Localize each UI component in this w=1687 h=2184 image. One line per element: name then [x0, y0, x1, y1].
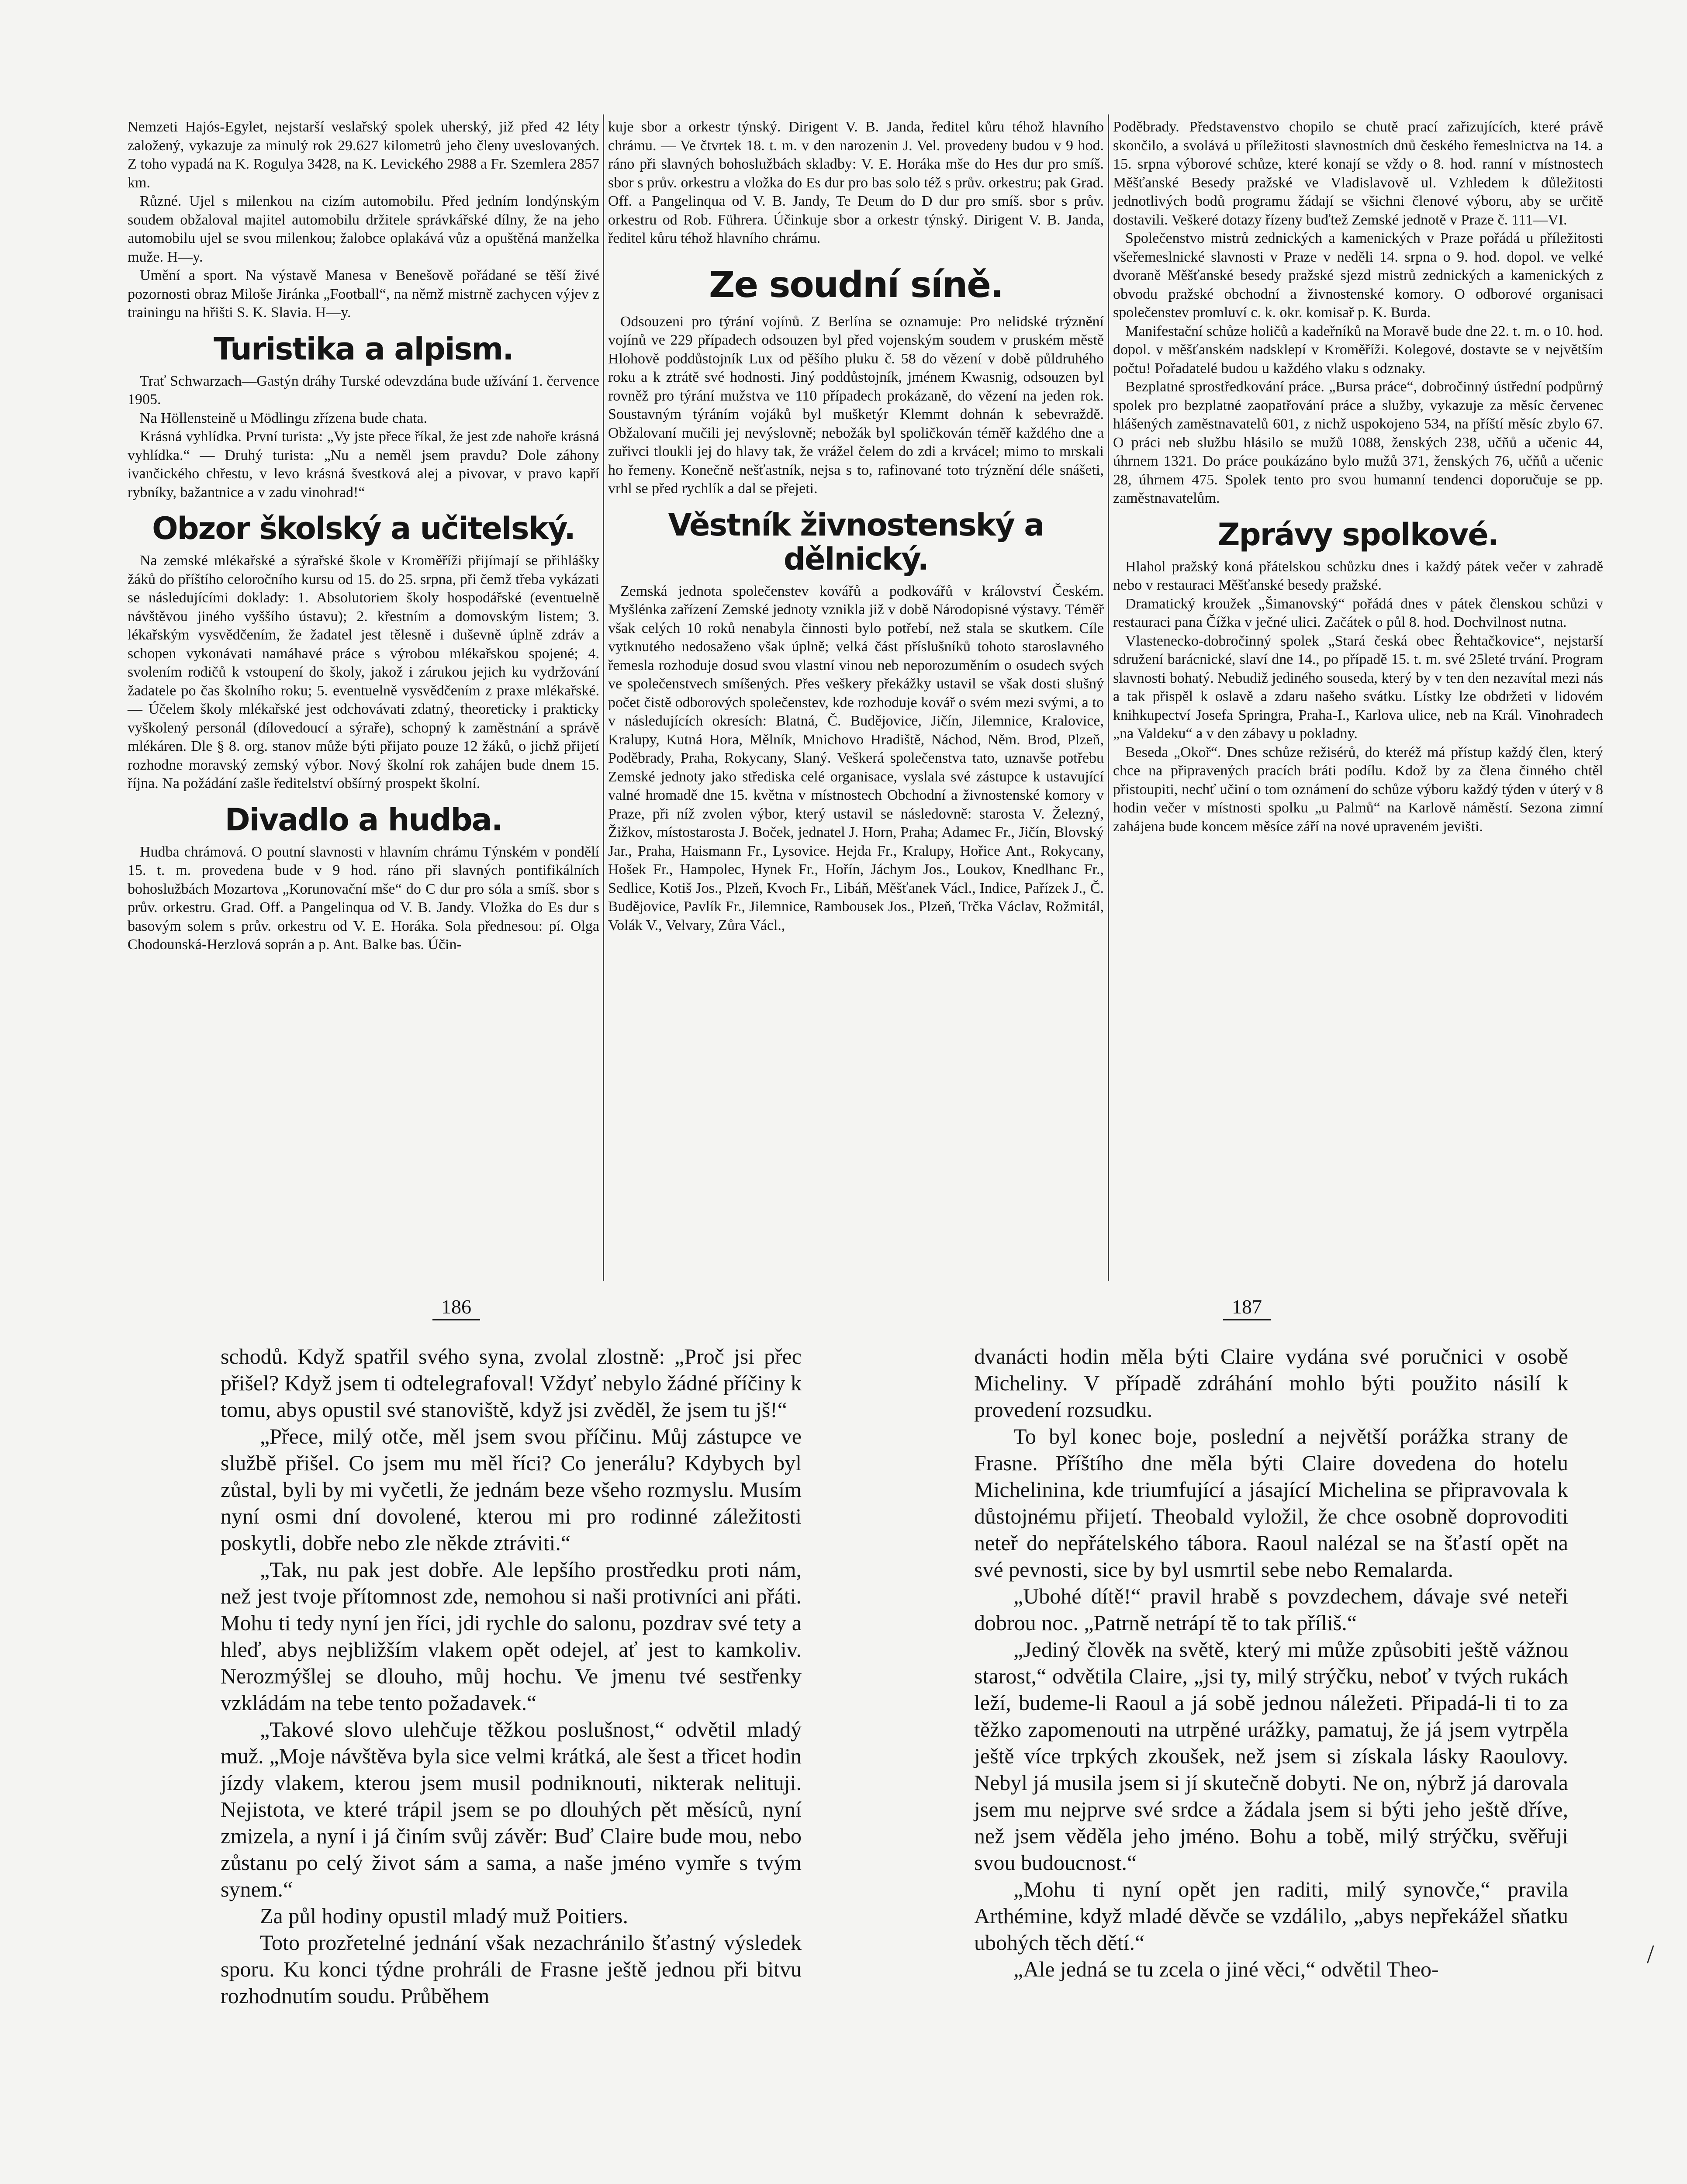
novel-paragraph: Toto prozřetelné jednání však nezachránilo šťastný výsledek sporu. Ku konci týdne prohráli de Frasne ještě jednou při bitvu rozhodnutím soudu. Průběhem [221, 1930, 802, 2008]
section-heading-trade-labour: Věstník živnostenský a dělnický. [668, 507, 1044, 577]
novel-paragraph: „Tak, nu pak jest dobře. Ale lepšího prostředku proti nám, než jest tvoje přítomnost zde, nemohou si naši protivníci ani přáti. Mohu ti tedy nyní jen říci, jdi rychle do salonu, pozdrav své tety a hleď, abys nejbližším vlakem opět odejel, ať jest to kamkoliv. Nerozmýšlej se dlouho, můj hochu. Ve jmenu tvé sestřenky vzkládám na tebe tento požadavek.“ [221, 1557, 802, 1715]
article-masons-guild: Společenstvo mistrů zednických a kamenických v Praze pořádá u příležitosti všeřemeslnické slavnosti v Praze v neděli 14. srpna o 9. hod. dopol. ve velké dvoraně Měšťanské besedy pražské sjezd mistrů zednických a kamenických z obvodu pražské obchodní a živnostenské komory. O odborové organisaci společenstev promluví c. k. okr. komisař p. K. Burda. [1113, 230, 1603, 321]
article-church-music: Hudba chrámová. O poutní slavnosti v hlavním chrámu Týnském v pondělí 15. t. m. provedena bude v 9 hod. ráno při slavných pontifikálních bohoslužbách Mozartova „Korunovační mše“ do C dur pro sóla a smíš. sbor s prův. orkestru. Grad. Off. a Pangelinqua od V. B. Jandy. Vložka do Es dur s basovým solem s prův. orkestru od V. E. Horáka. Sola přednesou: pí. Olga Chodounská-Herzlová soprán a p. Ant. Balke bas. Účin- [128, 843, 599, 953]
novel-paragraph: „Ale jedná se tu zcela o jiné věci,“ odvětil Theo- [1013, 1957, 1439, 1981]
page-number-right: 187 [1223, 1295, 1271, 1320]
column-right [1113, 118, 1603, 836]
novel-column-right [974, 1343, 1568, 1983]
section-heading-school: Obzor školský a učitelský. [152, 511, 575, 546]
article-soldiers-abuse: Odsouzeni pro týrání vojínů. Z Berlína se oznamuje: Pro nelidské trýznění vojínů ve 229 případech odsouzen byl před vojenským soudem v pruském městě Hlohově poddůstojník Lux od pěšího pluku č. 58 do vězení v době půldruhého roku a k ztrátě své hodnosti. Jiný poddůstojník, jménem Kwasnig, odsouzen byl rovněž pro týrání mužstva ve 110 případech prokázaně, do vězení na jeden rok. Soustavným týráním vojáků byl mušketýr Klemmt dohnán k sebevraždě. Obžalovaní mučili jej nevýslovně; nebožák byl spoličkován téměř každého dne a zuřivci tloukli jej do hlavy tak, že vrážel čelem do zdi a krvácel; mimo to mrskali ho řemeny. Konečně nešťastník, nejsa s to, rafinované toto trýznění déle snášeti, vrhl se před rychlík a dal se přejeti. [608, 313, 1104, 497]
novel-paragraph: Za půl hodiny opustil mladý muž Poitiers. [260, 1904, 628, 1928]
novel-paragraph: „Takové slovo ulehčuje těžkou poslušnost,“ odvětil mladý muž. „Moje návštěva byla sice velmi krátká, ale šest a třicet hodin jízdy vlakem, kterou jsem musil podniknouti, nikterak nelituji. Nejistota, ve které trápil jsem se po dlouhých pět měsíců, nyní zmizela, a nyní i já činím svůj závěr: Buď Claire bude mou, nebo zůstanu po celý život sám a sama, a naše jméno vymře s tvým synem.“ [221, 1717, 802, 1901]
article-barbers-meeting: Manifestační schůze holičů a kadeřníků na Moravě bude dne 22. t. m. o 10. hod. dopol. v měšťanském nadsklepí v Kroměříži. Kolegové, dostavte se v největším počtu! Pořadatelé budou u každého vlaku s odznaky. [1113, 323, 1603, 377]
novel-paragraph: dvanácti hodin měla býti Claire vydána své poručnici v osobě Micheliny. V případě zdráhání mohlo býti použito násilí k provedení rozsudku. [974, 1344, 1568, 1422]
section-heading-tourism: Turistika a alpism. [214, 331, 513, 367]
article-dairy-school: Na zemské mlékařské a sýrařské škole v Kroměříži přijímají se přihlášky žáků do příštího celoročního kursu od 15. do 25. srpna, při čemž třeba vykázati se následujícími doklady: 1. Absolutoriem školy hospodářské (eventuelně návštěvou jiného vyššího ústavu); 2. křestním a domovským listem; 3. lékařským vysvědčením, že žadatel jest tělesně i duševně úplně zdráv a schopen vykonávati namáhavé práce s výrobou mlékařskou spojené; 4. svolením rodičů k vstoupení do školy, jakož i zárukou jejich ku vydržování žadatele po čas školního roku; 5. eventuelně vysvědčením z praxe mlékařské. — Účelem školy mlékařské jest odchovávati zdatný, theoreticky i prakticky vyškolený personál (dílovedoucí a sýraře), schopný k zaměstnání a správě mlékáren. Dle § 8. org. stanov může býti přijato pouze 12 žáků, o jichž přijetí rozhodne moravský zemský výbor. Nový školní rok zahájen bude dnem 15. října. Na požádání zašle ředitelství obšírný prospekt školní. [128, 553, 599, 791]
article-church-music-cont: kuje sbor a orkestr týnský. Dirigent V. B. Janda, ředitel kůru téhož hlavního chrámu. — Ve čtvrtek 18. t. m. v den narozenin J. Vel. provedeny budou v 9 hod. ráno při slavných bohoslužbách skladby: V. E. Horáka mše do Hes dur pro smíš. sbor s prův. orkestru a vložka do Es dur pro bas solo též s prův. orkestru; pak Grad. Off. a Pangelinqua od V. B. Jandy, Te Deum do D dur pro smíš. sbor s prův. orkestru od Rob. Führera. Účinkuje sbor a orkestr týnský. Dirigent V. B. Janda, ředitel kůru téhož hlavního chrámu. [608, 119, 1104, 246]
article-automobile: Různé. Ujel s milenkou na cizím automobilu. Před jedním londýnským soudem obžaloval majitel automobilu držitele správkářské dílny, že na jeho automobilu ujel se svou milenkou; žalobce oplakává vůz a opuštěná manželka muže. H—y. [128, 193, 599, 265]
column-left [128, 118, 599, 954]
page-number-left: 186 [432, 1295, 480, 1320]
novel-column-left [221, 1343, 802, 2009]
article-blacksmiths-union-cont: Poděbrady. Představenstvo chopilo se chutě prací zařizujících, které právě skončilo, a svolává u příležitosti slavnostních dnů českého řemeslnictva na 14. a 15. srpna výborové schůze, které konají se vždy o 8. hod. ranní v místnostech Měšťanské Besedy pražské ve Vladislavově ul. Vzhledem k důležitosti jednotlivých bodů programu žádají se všichni členové výboru, aby se určitě dostavili. Veškeré dotazy řízeny buďtež Zemské jednotě v Praze č. 111—VI. [1113, 119, 1603, 228]
section-heading-theatre-music: Divadlo a hudba. [225, 802, 502, 838]
novel-paragraph: schodů. Když spatřil svého syna, zvolal zlostně: „Proč jsi přec přišel? Když jsem ti odtelegrafoval! Vždyť nebylo žádné příčiny k tomu, abys opustil své stanoviště, když jsi zvěděl, že jsem tu jš!“ [221, 1344, 802, 1422]
article-view-joke: Krásná vyhlídka. První turista: „Vy jste přece říkal, že jest zde nahoře krásná vyhlídka.“ — Druhý turista: „Nu a neměl jsem pravdu? Dole záhony ivančického chřestu, v levo krásná švestková alej a pivovar, v pravo kapří rybníky, bažantnice a v zadu vinohrad!“ [128, 429, 599, 501]
article-drama-circle: Dramatický kroužek „Šimanovský“ pořádá dnes v pátek členskou schůzi v restauraci pana Čížka v ječné ulici. Začátek o půl 8. hod. Dochvilnost nutna. [1113, 595, 1603, 630]
novel-paragraph: „Přece, milý otče, měl jsem svou příčinu. Můj zástupce ve službě přišel. Co jsem mu měl říci? Co jenerálu? Kdybych byl zůstal, byli by mi vyčetli, že jednám beze všeho rozmyslu. Musím nyní osmi dní dovolené, kterou mi pro rodinné záležitosti poskytli, dobře nebo zle někde ztráviti.“ [221, 1424, 802, 1555]
article-railway: Trať Schwarzach—Gastýn dráhy Turské odevzdána bude užívání 1. července 1905. [128, 373, 599, 408]
column-rule [1108, 114, 1109, 1281]
novel-paragraph: To byl konec boje, poslední a největší porážka strany de Frasne. Příštího dne měla býti Claire dovedena do hotelu Michelinina, kde triumfující a jásající Michelina se připravovala k důstojnému přijetí. Theobald vyložil, že chce osobně doprovoditi neteř do nepřátelského tábora. Raoul nalézal se na šťastí opět na své pevnosti, sice by byl usmrtil sebe nebo Remalarda. [974, 1424, 1568, 1582]
novel-paragraph: „Ubohé dítě!“ pravil hrabě s povzdechem, dávaje své neteři dobrou noc. „Patrně netrápí tě to tak příliš.“ [974, 1584, 1568, 1635]
section-heading-court: Ze soudní síně. [709, 264, 1003, 306]
article-job-exchange: Bezplatné sprostředkování práce. „Bursa práce“, dobročinný ústřední podpůrný spolek pro bezplatné zaopatřování práce a služby, vykazuje za měsíc červenec hlášených zaměstnavatelů 601, z nichž uspokojeno 534, na příští měsíc zbylo 67. O práci neb službu hlásilo se mužů 1088, ženských 238, učňů a učenic 44, úhrnem 1321. Do práce poukázáno bylo mužů 371, ženských 76, učňů a učenic 28, úhrnem 475. Spolek tento pro svou humanní tendenci doporučuje se pp. zaměstnavatelům. [1113, 379, 1603, 506]
margin-pencil-mark: / [1647, 1940, 1654, 1969]
article-art-sport: Umění a sport. Na výstavě Manesa v Benešově pořádané se těší živé pozornosti obraz Miloše Jiránka „Football“, na němž mistrně zachycen výjev z trainingu na hřišti S. K. Slavia. H—y. [128, 267, 599, 321]
column-rule [603, 114, 604, 1281]
novel-paragraph: „Jediný člověk na světě, který mi může způsobiti ještě vážnou starost,“ odvětila Claire, „jsi ty, milý strýčku, neboť v tvých rukách leží, budeme-li Raoul a já sobě jednou náležeti. Připadá-li ti to za těžko zapomenouti na utrpěné urážky, pamatuj, že já jsem vytrpěla ještě více trpkých zkoušek, než jsem si získala lásky Raoulovy. Nebyl já musila jsem si jí skutečně dobyti. Ne on, nýbrž já darovala jsem mu nejprve své srdce a žádala jsem si býti jeho ještě dříve, než jsem věděla jeho jméno. Bohu a tobě, milý strýčku, svěřuji svou budoucnost.“ [974, 1637, 1568, 1875]
article-rehtackovice: Vlastenecko-dobročinný spolek „Stará česká obec Řehtačkovice“, nejstarší sdružení barácnické, slaví dne 14., po případě 15. t. m. své 25leté trvání. Program slavnosti bohatý. Nebudiž jediného souseda, který by v ten den nezavítal mezi nás a tak přispěl k oslavě a zdaru našeho svátku. Lístky lze obdržeti v lidovém knihkupectví Josefa Springra, Praha-I., Karlova ulice, neb na Král. Vinohradech „na Valdeku“ a v den zábavy u pokladny. [1113, 632, 1603, 742]
novel-paragraph: „Mohu ti nyní opět jen raditi, milý synovče,“ pravila Arthémine, když mladé děvče se vzdálilo, „abys nepřekážel sňatku ubohých těch dětí.“ [974, 1877, 1568, 1955]
article-blacksmiths-union: Zemská jednota společenstev kovářů a podkovářů v království Českém. Myšlénka zařízení Zemské jednoty vznikla již v době Národopisné výstavy. Téměř však celých 10 roků nenabyla činnosti bylo potřebí, než stala se skutkem. Cíle vytknutého nedosaženo však úplně; velká část příslušníků tohoto staroslavného řemesla rozhoduje dosud svou vlastní vinou neb neporozuměním o osudech svých ve společenstvech smíšených. Přes veškery překážky ustavil se však dosti slušný počet čistě odborových společenstev, kde rozhoduje kovář o svém mezi svými, a to v následujících okresích: Blatná, Č. Budějovice, Jičín, Jilemnice, Kralovice, Kralupy, Kutná Hora, Mělník, Mnichovo Hradiště, Náchod, Něm. Brod, Plzeň, Poděbrady, Praha, Rokycany, Slaný. Veškerá společenstva tato, uznavše potřebu Zemské jednoty jako střediska celé organisace, vyslala své zástupce k ustavující valné hromadě dne 15. května v místnostech Obchodní a živnostenské komory v Praze, při níž zvolen výbor, který ustavil se následovně: starosta V. Železný, Žižkov, místostarosta J. Boček, jednatel J. Horn, Praha; Adamec Fr., Jičín, Blovský Jar., Praha, Haismann Fr., Lysovice. Hejda Fr., Kralupy, Hořice Ant., Rokycany, Hošek Fr., Hampolec, Hynek Fr., Hořín, Jáchym Jos., Loukov, Knedlhanc Fr., Sedlice, Kotiš Jos., Plzeň, Kvoch Fr., Libáň, Měšťanek Václ., Indice, Pařízek J., Č. Budějovice, Pavlík Fr., Jilemnice, Rambousek Jos., Plzeň, Trčka Václav, Rožmitál, Volák V., Velvary, Zůra Václ., [608, 583, 1104, 933]
article-hlahol: Hlahol pražský koná přátelskou schůzku dnes i každý pátek večer v zahradě nebo v restauraci Měšťanské besedy pražské. [1113, 558, 1603, 593]
article-hut: Na Höllensteině u Mödlingu zřízena bude chata. [140, 410, 428, 426]
article-rowing-club: Nemzeti Hajós-Egylet, nejstarší veslařský spolek uherský, již před 42 léty založený, vykazuje za minulý rok 29.627 kilometrů jeho členy uveslovaných. Z toho vypadá na K. Rogulya 3428, na K. Levického 2988 a Fr. Szemlera 2857 km. [128, 119, 599, 191]
section-heading-societies: Zprávy spolkové. [1217, 516, 1499, 553]
article-beseda-okor: Beseda „Okoř“. Dnes schůze režisérů, do kteréž má přístup každý člen, který chce na připravených pracích bráti podílu. Kdož by za člena činného chtěl přistoupiti, nechť učiní o tom oznámení do schůze výboru každý týden v úterý v 8 hodin večer v místnosti spolku „u Palmů“ na Karlově náměstí. Sezona zimní zahájena bude koncem měsíce září na nové upraveném jevišti. [1113, 744, 1603, 835]
column-middle [608, 118, 1104, 935]
